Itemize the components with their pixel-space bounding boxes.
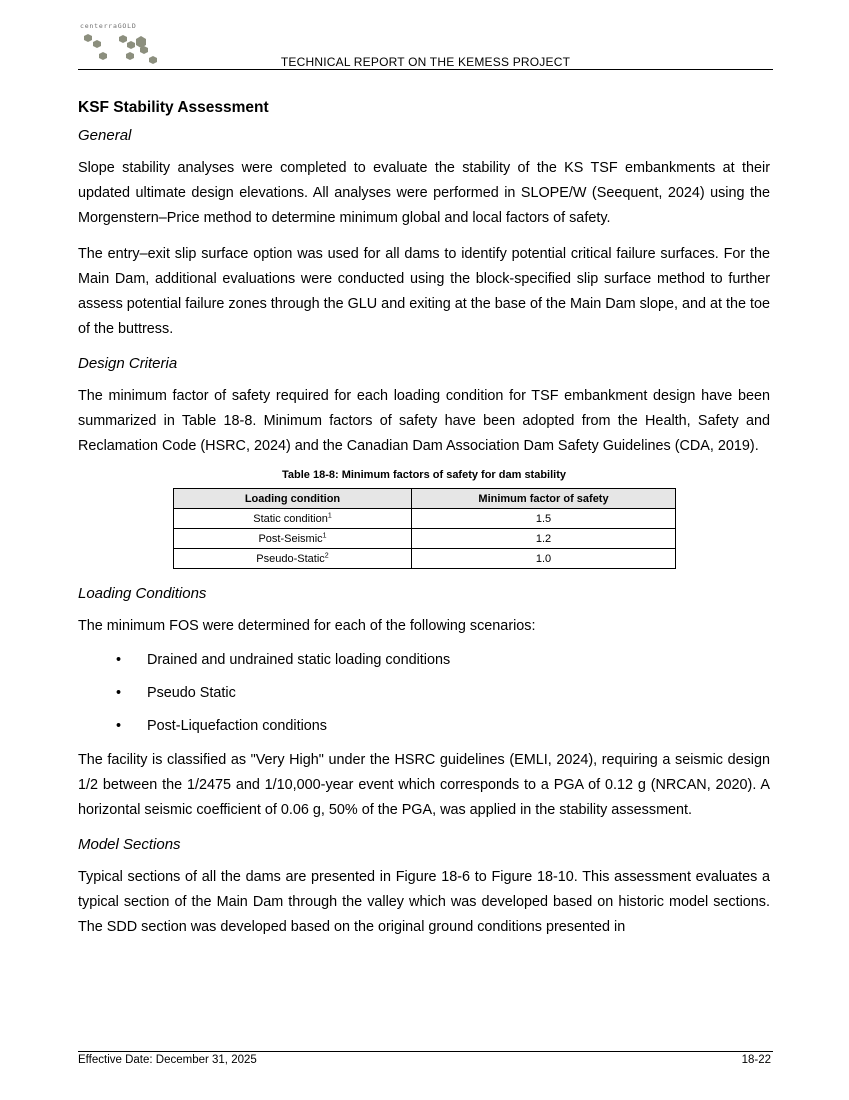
seismic-paragraph: The facility is classified as "Very High" under the HSRC guidelines (EMLI, 2024), requiring a seismic design 1/2 between the 1/2475 and 1/10,000-year event which corresponds to a PGA of 0.12 g (NRCAN, 2020). A horizontal seismic coefficient of 0.06 g, 50% of the PGA, was applied in the stability assessment. <box>78 752 770 818</box>
list-item <box>78 682 770 704</box>
cell-loading-condition <box>174 509 412 529</box>
footer-divider <box>78 1051 773 1052</box>
section-title: KSF Stability Assessment <box>78 99 269 116</box>
bullet-icon: • <box>116 718 122 734</box>
footnote-marker: 1 <box>327 511 332 519</box>
scenario-list <box>78 649 770 737</box>
page-content <box>78 97 770 951</box>
heading-general: General <box>78 127 132 144</box>
bullet-icon: • <box>116 685 122 701</box>
model-sections-paragraph: Typical sections of all the dams are presented in Figure 18-6 to Figure 18-10. This assessment evaluates a typical section of the Main Dam through the valley which was developed based on historic model sections. The SDD section was developed based on the original ground conditions presented in <box>78 869 770 935</box>
condition-text: Pseudo-Static <box>256 552 325 565</box>
table-row <box>174 529 676 549</box>
general-paragraph-2: The entry–exit slip surface option was used for all dams to identify potential critical failure surfaces. For the Main Dam, additional evaluations were conducted using the block-specified slip surface method to further assess potential failure zones through the GLU and exiting at the base of the Main Dam slope, and at the toe of the buttress. <box>78 246 770 337</box>
design-criteria-paragraph: The minimum factor of safety required for each loading condition for TSF embankment design have been summarized in Table 18-8. Minimum factors of safety have been adopted from the Health, Safety and Reclamation Code (HSRC, 2024) and the Canadian Dam Association Dam Safety Guidelines (CDA, 2019). <box>78 388 770 454</box>
effective-date: Effective Date: December 31, 2025 <box>78 1054 257 1066</box>
condition-text: Static condition <box>253 512 328 525</box>
cell-loading-condition <box>174 529 412 549</box>
factor-of-safety-table <box>173 488 676 569</box>
general-paragraph-1: Slope stability analyses were completed to evaluate the stability of the KS TSF embankments at their updated ultimate design elevations. All analyses were performed in SLOPE/W (Seequent, 2024) using the Morgenstern–Price method to determine minimum global and local factors of safety. <box>78 160 770 226</box>
heading-model-sections: Model Sections <box>78 836 181 853</box>
footnote-marker: 1 <box>322 531 327 539</box>
header-divider <box>78 69 773 70</box>
heading-design-criteria: Design Criteria <box>78 355 178 372</box>
condition-text: Post-Seismic <box>258 532 323 545</box>
list-item-text: Pseudo Static <box>147 685 236 701</box>
report-title: TECHNICAL REPORT ON THE KEMESS PROJECT <box>280 55 571 69</box>
page-number: 18-22 <box>741 1054 771 1066</box>
footnote-marker: 2 <box>324 551 329 559</box>
loading-conditions-intro: The minimum FOS were determined for each of the following scenarios: <box>78 618 536 634</box>
bullet-icon: • <box>116 652 122 668</box>
column-header-loading-condition: Loading condition <box>174 489 412 509</box>
column-header-min-fos: Minimum factor of safety <box>412 489 676 509</box>
list-item <box>78 715 770 737</box>
list-item <box>78 649 770 671</box>
cell-min-fos: 1.2 <box>412 529 676 549</box>
table-row <box>174 509 676 529</box>
table-header-row <box>174 489 676 509</box>
heading-loading-conditions: Loading Conditions <box>78 585 207 602</box>
cell-min-fos: 1.0 <box>412 549 676 569</box>
logo-text: centerraGOLD <box>80 22 137 30</box>
cell-min-fos: 1.5 <box>412 509 676 529</box>
table-caption: Table 18-8: Minimum factors of safety for dam stability <box>281 469 567 481</box>
page-header <box>78 18 773 70</box>
list-item-text: Post-Liquefaction conditions <box>147 718 327 734</box>
table-row <box>174 549 676 569</box>
list-item-text: Drained and undrained static loading conditions <box>147 652 451 668</box>
cell-loading-condition <box>174 549 412 569</box>
